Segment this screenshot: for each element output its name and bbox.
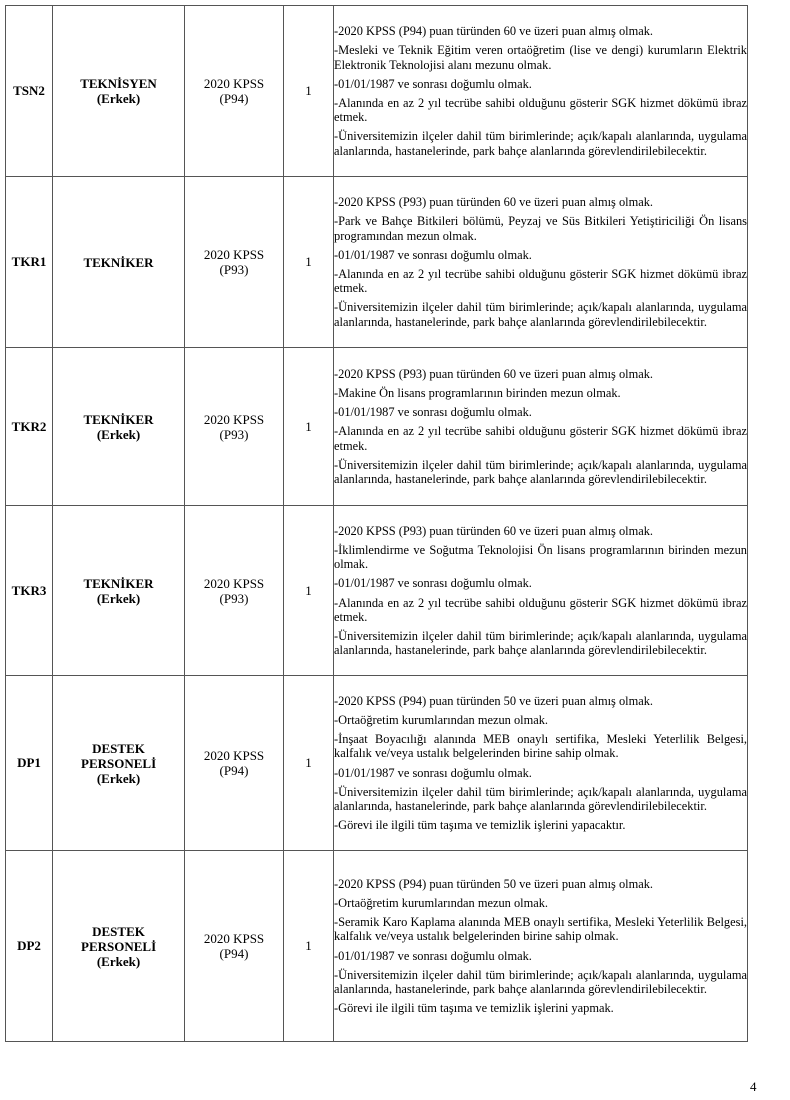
requirement-item: -2020 KPSS (P93) puan türünden 60 ve üzeri puan almış olmak. [334,195,654,210]
requirement-item: -01/01/1987 ve sonrası doğumlu olmak. [334,247,532,262]
kpss-score-type: (P93) [219,590,249,606]
position-title: DESTEK PERSONELİ [81,923,157,954]
requirement-item: -01/01/1987 ve sonrası doğumlu olmak. [334,405,532,420]
requirement-item: -01/01/1987 ve sonrası doğumlu olmak. [334,76,532,91]
position-count: 1 [284,177,334,348]
position-title: TEKNİKER [83,254,154,270]
kpss-year: 2020 KPSS [203,247,265,262]
position-code: TKR3 [6,506,53,676]
requirement-item: -Üniversitemizin ilçeler dahil tüm birimlerinde; açık/kapalı alanlarında, uygulama alanlarında, hastanelerinde, park bahçe alanlarında görevlendirilebilecektir. [334,784,747,813]
requirement-item: -2020 KPSS (P94) puan türünden 50 ve üzeri puan almış olmak. [334,876,654,891]
requirement-item: -01/01/1987 ve sonrası doğumlu olmak. [334,576,532,591]
position-title-cell [53,851,185,1042]
position-title: DESTEK PERSONELİ [81,740,157,771]
requirements-cell [334,851,748,1042]
requirements-cell [334,506,748,676]
position-title-cell [53,6,185,177]
requirement-item: -Ortaöğretim kurumlarından mezun olmak. [334,895,549,910]
position-title-cell [53,177,185,348]
positions-table-body [6,6,748,1042]
positions-table [5,5,748,1042]
requirement-item: -2020 KPSS (P94) puan türünden 60 ve üzeri puan almış olmak. [334,24,654,39]
requirement-item: -Ortaöğretim kurumlarından mezun olmak. [334,712,549,727]
requirement-item: -Alanında en az 2 yıl tecrübe sahibi olduğunu gösterir SGK hizmet dökümü ibraz etmek. [334,96,747,125]
position-code: TKR2 [6,348,53,506]
table-row [6,177,748,348]
kpss-year: 2020 KPSS [203,411,265,427]
requirement-item: -01/01/1987 ve sonrası doğumlu olmak. [334,948,532,963]
position-count: 1 [284,676,334,851]
requirement-item: -İklimlendirme ve Soğutma Teknolojisi Ön lisans programlarının birinden mezun olmak. [334,542,747,572]
position-code: DP2 [6,851,53,1042]
kpss-score-type: (P93) [219,262,249,277]
requirement-item: -Seramik Karo Kaplama alanında MEB onaylı sertifika, Mesleki Yeterlilik Belgesi, kalfalık ve/veya ustalık belgelerinden birine sahip olmak. [334,915,747,944]
table-row [6,851,748,1042]
requirement-item: -Park ve Bahçe Bitkileri bölümü, Peyzaj ve Süs Bitkileri Yetiştiriciliği Ön lisans programından mezun olmak. [334,214,747,243]
requirements-cell [334,348,748,506]
position-code: DP1 [6,676,53,851]
kpss-cell [185,6,284,177]
kpss-score-type: (P94) [219,763,249,778]
requirement-item: -İnşaat Boyacılığı alanında MEB onaylı sertifika, Mesleki Yeterlilik Belgesi, kalfalık ve/veya ustalık belgelerinden birine sahip olmak. [334,732,747,761]
position-gender: (Erkek) [96,426,141,442]
requirement-item: -2020 KPSS (P93) puan türünden 60 ve üzeri puan almış olmak. [334,523,654,538]
table-row [6,348,748,506]
position-title-cell [53,676,185,851]
position-title-cell [53,348,185,506]
requirement-item: -Üniversitemizin ilçeler dahil tüm birimlerinde; açık/kapalı alanlarında, uygulama alanlarında, hastanelerinde, park bahçe alanlarında görevlendirilebilecektir. [334,457,747,486]
kpss-score-type: (P94) [219,946,249,961]
position-title: TEKNİKER [83,575,154,591]
kpss-year: 2020 KPSS [203,76,265,91]
position-count: 1 [284,506,334,676]
requirement-item: -Üniversitemizin ilçeler dahil tüm birimlerinde; açık/kapalı alanlarında, uygulama alanlarında, hastanelerinde, park bahçe alanlarında görevlendirilebilecektir. [334,967,747,996]
position-count: 1 [284,6,334,177]
position-count: 1 [284,348,334,506]
requirement-item: -Görevi ile ilgili tüm taşıma ve temizlik işlerini yapmak. [334,1001,614,1016]
position-title-cell [53,506,185,676]
position-count: 1 [284,851,334,1042]
position-gender: (Erkek) [96,91,141,106]
kpss-year: 2020 KPSS [203,748,265,763]
position-title: TEKNİSYEN [80,76,157,91]
requirement-item: -Alanında en az 2 yıl tecrübe sahibi olduğunu gösterir SGK hizmet dökümü ibraz etmek. [334,595,747,624]
kpss-year: 2020 KPSS [203,575,265,591]
requirements-cell [334,676,748,851]
requirement-item: -Görevi ile ilgili tüm taşıma ve temizlik işlerini yapacaktır. [334,818,626,833]
position-gender: (Erkek) [96,590,141,606]
kpss-cell [185,851,284,1042]
page-number: 4 [750,1079,757,1094]
requirement-item: -Makine Ön lisans programlarının birinden mezun olmak. [334,385,621,400]
requirement-item: -Üniversitemizin ilçeler dahil tüm birimlerinde; açık/kapalı alanlarında, uygulama alanlarında, hastanelerinde, park bahçe alanlarında görevlendirilebilecektir. [334,129,747,158]
requirements-cell [334,177,748,348]
requirement-item: -01/01/1987 ve sonrası doğumlu olmak. [334,765,532,780]
requirement-item: -Mesleki ve Teknik Eğitim veren ortaöğretim (lise ve dengi) kurumların Elektrik Elektronik Teknolojisi alanı mezunu olmak. [334,43,747,72]
requirement-item: -2020 KPSS (P94) puan türünden 50 ve üzeri puan almış olmak. [334,693,654,708]
requirement-item: -Alanında en az 2 yıl tecrübe sahibi olduğunu gösterir SGK hizmet dökümü ibraz etmek. [334,267,747,296]
position-gender: (Erkek) [96,953,141,969]
kpss-score-type: (P93) [219,426,249,442]
kpss-score-type: (P94) [219,91,249,106]
requirement-item: -2020 KPSS (P93) puan türünden 60 ve üzeri puan almış olmak. [334,366,654,381]
requirements-cell [334,6,748,177]
kpss-cell [185,177,284,348]
table-row [6,506,748,676]
kpss-cell [185,506,284,676]
kpss-cell [185,676,284,851]
requirement-item: -Üniversitemizin ilçeler dahil tüm birimlerinde; açık/kapalı alanlarında, uygulama alanlarında, hastanelerinde, park bahçe alanlarında görevlendirilebilecektir. [334,628,747,658]
kpss-year: 2020 KPSS [203,931,265,946]
requirement-item: -Üniversitemizin ilçeler dahil tüm birimlerinde; açık/kapalı alanlarında, uygulama alanlarında, hastanelerinde, park bahçe alanlarında görevlendirilebilecektir. [334,300,747,329]
position-code: TSN2 [6,6,53,177]
requirement-item: -Alanında en az 2 yıl tecrübe sahibi olduğunu gösterir SGK hizmet dökümü ibraz etmek. [334,424,747,453]
table-row [6,6,748,177]
position-code: TKR1 [6,177,53,348]
kpss-cell [185,348,284,506]
table-row [6,676,748,851]
position-title: TEKNİKER [83,411,154,427]
position-gender: (Erkek) [96,770,141,786]
